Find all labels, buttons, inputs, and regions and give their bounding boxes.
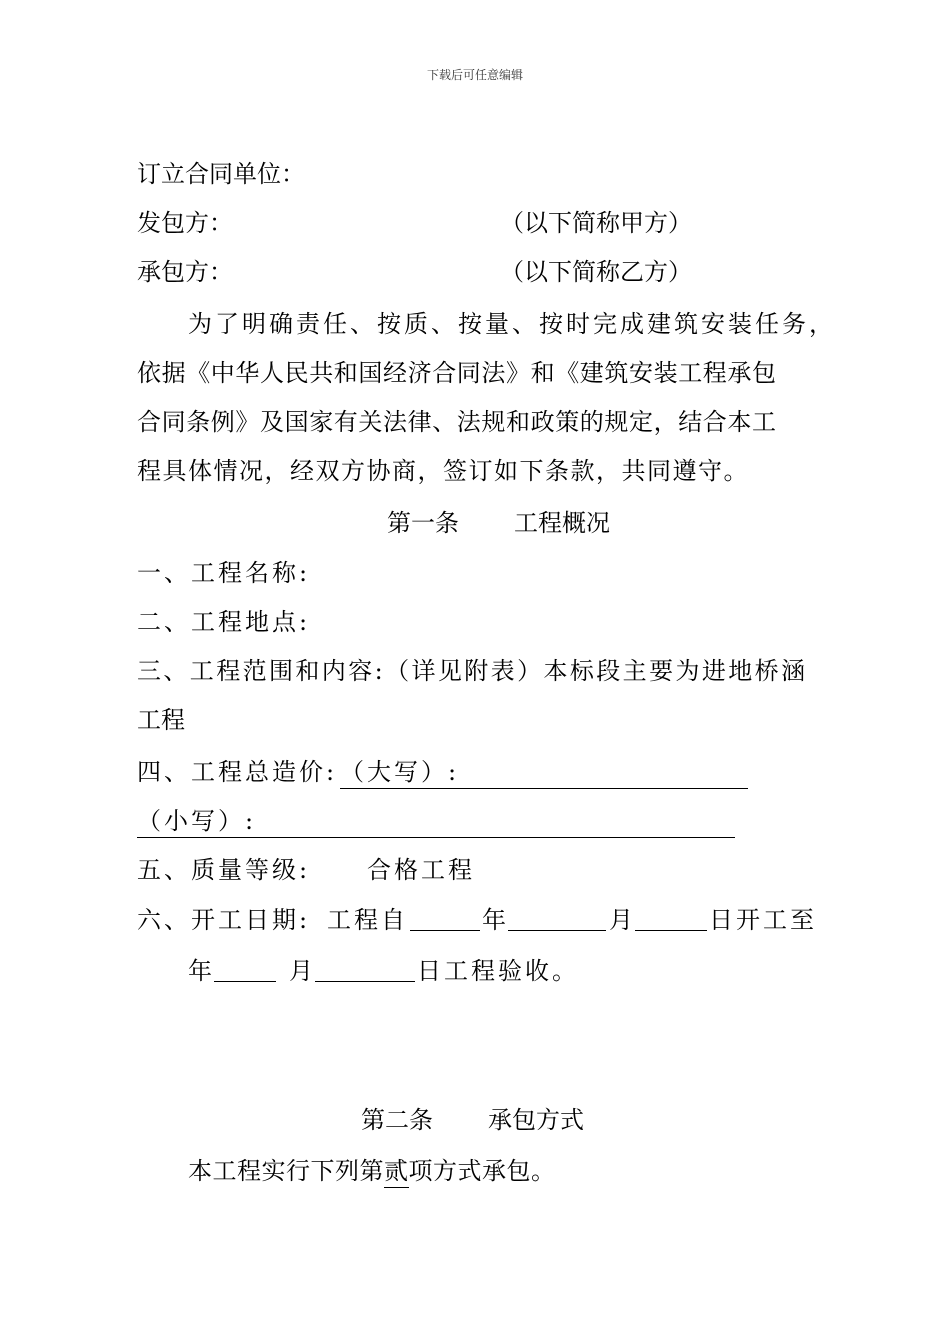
start-year-blank <box>410 930 480 931</box>
end-month-blank <box>315 981 415 982</box>
start-year-text: 年 <box>482 906 506 934</box>
end-day-text: 日工程验收。 <box>417 957 579 985</box>
price-lower-label: （小写）: <box>137 807 257 835</box>
item-project-location: 二、工程地点: <box>137 608 311 636</box>
article2-title: 承包方式 <box>488 1106 584 1134</box>
start-day-blank <box>635 930 707 931</box>
contractor-note: （以下简称乙方） <box>500 258 692 286</box>
article2-number: 第二条 <box>361 1106 433 1134</box>
end-year-blank <box>214 981 276 982</box>
preamble-line-3: 合同条例》及国家有关法律、法规和政策的规定，结合本工 <box>137 408 777 436</box>
article1-number: 第一条 <box>387 509 459 537</box>
start-month-text: 月 <box>609 906 633 934</box>
parties-title: 订立合同单位： <box>137 160 305 188</box>
preamble-line-4: 程具体情况，经双方协商，签订如下条款，共同遵守。 <box>137 457 749 485</box>
end-year-text: 年 <box>188 957 212 985</box>
item-scope-line-1: 三、工程范围和内容:（详见附表）本标段主要为进地桥涵 <box>137 657 808 685</box>
preamble-line-2: 依据《中华人民共和国经济合同法》和《建筑安装工程承包 <box>137 359 777 387</box>
article2-choice: 贰 <box>384 1155 409 1188</box>
item-project-name: 一、工程名称: <box>137 559 311 587</box>
item-quality-value: 合格工程 <box>367 856 475 884</box>
article2-period: 。 <box>531 1157 556 1185</box>
employer-label: 发包方： <box>137 209 233 237</box>
article2-text-before: 本工程实行下列第 <box>188 1157 384 1185</box>
item-scope-line-2: 工程 <box>137 706 185 734</box>
price-upper-label: （大写）: <box>340 758 460 786</box>
item-start-label: 六、开工日期: <box>137 906 311 934</box>
article2-text <box>188 1155 556 1188</box>
start-month-blank <box>508 930 606 931</box>
article2-text-after: 项方式承包 <box>408 1157 531 1185</box>
price-lower-field <box>137 805 735 838</box>
start-from-text: 工程自 <box>327 906 408 934</box>
employer-note: （以下简称甲方） <box>500 209 692 237</box>
item-quality-label: 五、质量等级: <box>137 856 311 884</box>
end-month-text: 月 <box>289 957 313 985</box>
article1-title: 工程概况 <box>514 509 610 537</box>
contractor-label: 承包方： <box>137 258 233 286</box>
price-upper-field <box>340 756 748 789</box>
page-header: 下载后可任意编辑 <box>426 68 523 82</box>
item-price-label: 四、工程总造价: <box>137 758 338 786</box>
start-day-text: 日开工至 <box>709 906 817 934</box>
preamble-line-1: 为了明确责任、按质、按量、按时完成建筑安装任务， <box>188 310 836 338</box>
